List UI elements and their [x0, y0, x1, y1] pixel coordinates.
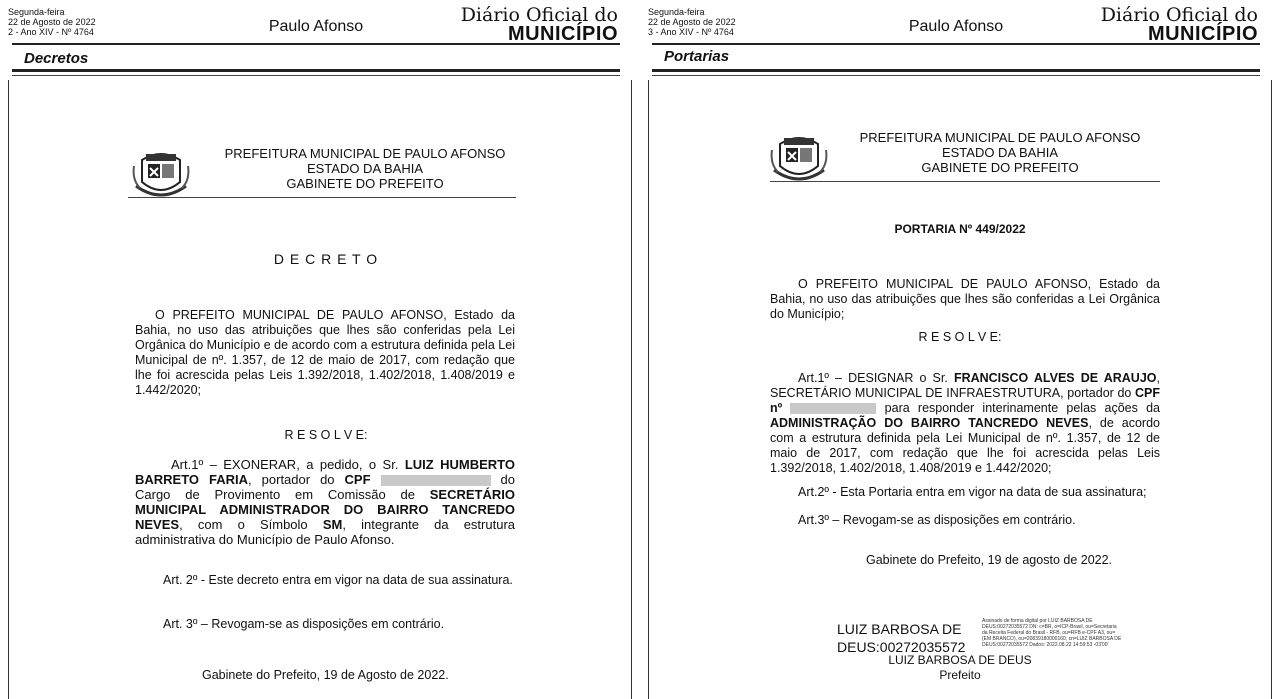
coat-of-arms-icon [132, 146, 190, 204]
header-rule [12, 43, 620, 45]
section-title: Portarias [664, 48, 730, 65]
edition: 2 - Ano XIV - Nº 4764 [8, 27, 94, 37]
date: 22 de Agosto de 2022 [648, 17, 736, 27]
role-name: ADMINISTRAÇÃO DO BAIRRO TANCREDO NEVES [770, 416, 1089, 430]
document-title: PORTARIA Nº 449/2022 [894, 222, 1026, 236]
institution-line2: ESTADO DA BAHIA [306, 161, 424, 176]
masthead-line1: Diário Oficial do [460, 4, 618, 26]
institution-rule [770, 181, 1160, 182]
article-1: Art.1º – DESIGNAR o Sr. FRANCISCO ALVES DE ARAUJO, SECRETÁRIO MUNICIPAL DE INFRAESTRUTURA, portador do CPF nº para responder interinamente pelas ações da ADMINISTRAÇÃO DO BAIRRO TANCREDO NEVES, de acordo com a estrutura definida pela Lei Municipal de nº. 1.357, de 12 de maio de 2017, com redação que lhe foi acrescida pelas Leis 1.392/2018, 1.402/2018, 1.408/2019 e 1.442/2020; [770, 371, 1160, 475]
masthead-line2: MUNICÍPIO [1147, 23, 1258, 45]
masthead-logo [461, 5, 618, 44]
left-page [0, 0, 632, 697]
redacted-cpf [381, 475, 491, 486]
institution-header [840, 130, 1160, 175]
institution-line2: ESTADO DA BAHIA [941, 145, 1059, 160]
preamble: O PREFEITO MUNICIPAL DE PAULO AFONSO, Estado da Bahia, no uso das atribuições que lhes são conferidas pela Lei Orgânica do Município e de acordo com a estrutura definida pela Lei Municipal de nº. 1.357, de 12 de maio de 2017, com redação que lhe foi acrescida pelas Leis 1.392/2018, 1.402/2018, 1.408/2019 e 1.442/2020; [135, 308, 515, 397]
edition: 3 - Ano XIV - Nº 4764 [648, 27, 734, 37]
article-3: Art.3º – Revogam-se as disposições em contrário. [798, 513, 1076, 527]
institution-header [210, 146, 520, 191]
section-rule-thin [652, 75, 1260, 76]
document-title: D E C R E T O [273, 251, 379, 267]
institution-line1: PREFEITURA MUNICIPAL DE PAULO AFONSO [224, 146, 506, 161]
institution-line1: PREFEITURA MUNICIPAL DE PAULO AFONSO [859, 130, 1141, 145]
article-3: Art. 3º – Revogam-se as disposições em contrário. [163, 617, 445, 631]
cpf-label: CPF [344, 472, 371, 487]
date: 22 de Agosto de 2022 [8, 17, 96, 27]
article-1: Art.1º – EXONERAR, a pedido, o Sr. LUIZ HUMBERTO BARRETO FARIA, portador do CPF do Cargo de Provimento em Comissão de SECRETÁRIO MUNICIPAL ADMINISTRADOR DO BAIRRO TANCREDO NEVES, com o Símbolo SM, integrante da estrutura administrativa do Município de Paulo Afonso. [135, 457, 516, 547]
redacted-cpf [790, 403, 876, 414]
article-2: Art. 2º - Este decreto entra em vigor na data de sua assinatura. [163, 573, 513, 587]
digital-signature-name: LUIZ BARBOSA DE DEUS:00272035572 [837, 621, 966, 655]
institution-line3: GABINETE DO PREFEITO [921, 160, 1079, 175]
section-rule [652, 69, 1260, 72]
header-rule [652, 43, 1260, 45]
resolve-heading: R E S O L V E: [918, 330, 1002, 344]
weekday: Segunda-feira [8, 7, 65, 17]
closing-line: Gabinete do Prefeito, 19 de Agosto de 2022. [202, 668, 449, 682]
role-name: SECRETÁRIO MUNICIPAL ADMINISTRADOR DO BAIRRO TANCREDO NEVES [135, 487, 515, 532]
resolve-heading: R E S O L V E: [284, 428, 368, 442]
weekday: Segunda-feira [648, 7, 705, 17]
article-2: Art.2º - Esta Portaria entra em vigor na data de sua assinatura; [798, 485, 1147, 499]
person-name: LUIZ HUMBERTO BARRETO FARIA [135, 457, 515, 487]
masthead-line1: Diário Oficial do [1100, 4, 1258, 26]
header-city: Paulo Afonso [908, 18, 1004, 35]
section-rule [12, 69, 620, 72]
section-title: Decretos [24, 50, 89, 67]
right-page [640, 0, 1272, 697]
signer-title: Prefeito [939, 668, 981, 682]
signer-name: LUIZ BARBOSA DE DEUS [888, 653, 1032, 667]
digital-signature-details: Assinado de forma digital por LUIZ BARBOSA DE DEUS:00272035572 DN: c=BR, o=ICP-Brasil, ou=Secretaria da Receita Federal do Brasil - RFB, ou=RFB e-CPF A3, ou=(EM BRANCO), ou=20839180000160, cn=LUIZ BARBOSA DE DEUS:00272035572 Dados: 2022.08.22 14:59:53 -03'00' [982, 618, 1122, 648]
closing-line: Gabinete do Prefeito, 19 de agosto de 2022. [866, 553, 1113, 567]
masthead-line2: MUNICÍPIO [507, 23, 618, 45]
person-name: FRANCISCO ALVES DE ARAUJO [953, 371, 1157, 385]
institution-line3: GABINETE DO PREFEITO [286, 176, 444, 191]
masthead-logo [1101, 5, 1258, 44]
coat-of-arms-icon [770, 130, 828, 188]
institution-rule [128, 197, 516, 198]
preamble: O PREFEITO MUNICIPAL DE PAULO AFONSO, Estado da Bahia, no uso das atribuições que lhes são conferidas a Lei Orgânica do Município; [770, 277, 1160, 321]
header-city: Paulo Afonso [268, 18, 364, 35]
section-rule-thin [12, 75, 620, 76]
cpf-label: CPF nº [770, 386, 1160, 415]
symbol: SM [322, 517, 343, 532]
